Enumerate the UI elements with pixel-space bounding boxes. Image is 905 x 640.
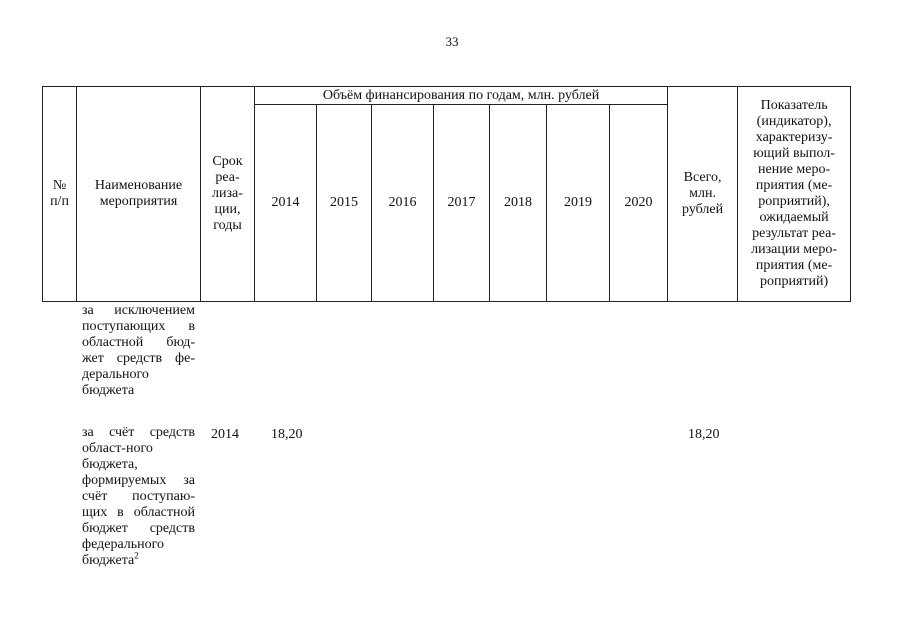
row-2-period: 2014 [211,427,239,442]
header-cell-name [77,87,201,302]
header-year-2016: 2016 [372,105,434,302]
row-2-value-2014: 18,20 [271,427,303,442]
row-2-footnote-mark: 2 [134,550,139,561]
header-year-2017: 2017 [434,105,490,302]
row-2-name [82,425,195,569]
header-funding-text: Объём финансирования по годам, млн. рублей [322,87,600,103]
row-2-name-text: за счёт средств област-ного бюджета, формируемых за счёт поступаю-щих в областной бюджет средств федерального бюджета [82,425,195,568]
row-1-name: за исключением поступающих в областной бюд-жет средств фе-дерального бюджета [82,303,195,398]
header-cell-period [201,87,255,302]
page-number: 33 [445,34,459,49]
funding-table-header [42,86,851,302]
header-year-2018: 2018 [490,105,547,302]
header-name-text: Наименование мероприятия [94,178,183,209]
header-number-text: № п/п [50,178,69,209]
row-2-total: 18,20 [688,427,720,442]
header-cell-total [668,87,738,302]
header-cell-indicator [738,87,851,302]
header-year-2020: 2020 [610,105,668,302]
header-cell-number [43,87,77,302]
header-year-2014: 2014 [255,105,317,302]
header-indicator-text: Показатель (индикатор), характеризу- ющий выпол- нение меро- приятия (ме- роприятий), ожидаемый результат реа- лизации меро- приятия (ме- роприятий) [751,98,838,289]
header-year-2015: 2015 [317,105,372,302]
header-funding-group [255,87,668,105]
header-period-text: Срок реа- лиза- ции, годы [212,154,243,233]
header-total-text: Всего, млн. рублей [682,170,724,217]
header-year-2019: 2019 [547,105,610,302]
